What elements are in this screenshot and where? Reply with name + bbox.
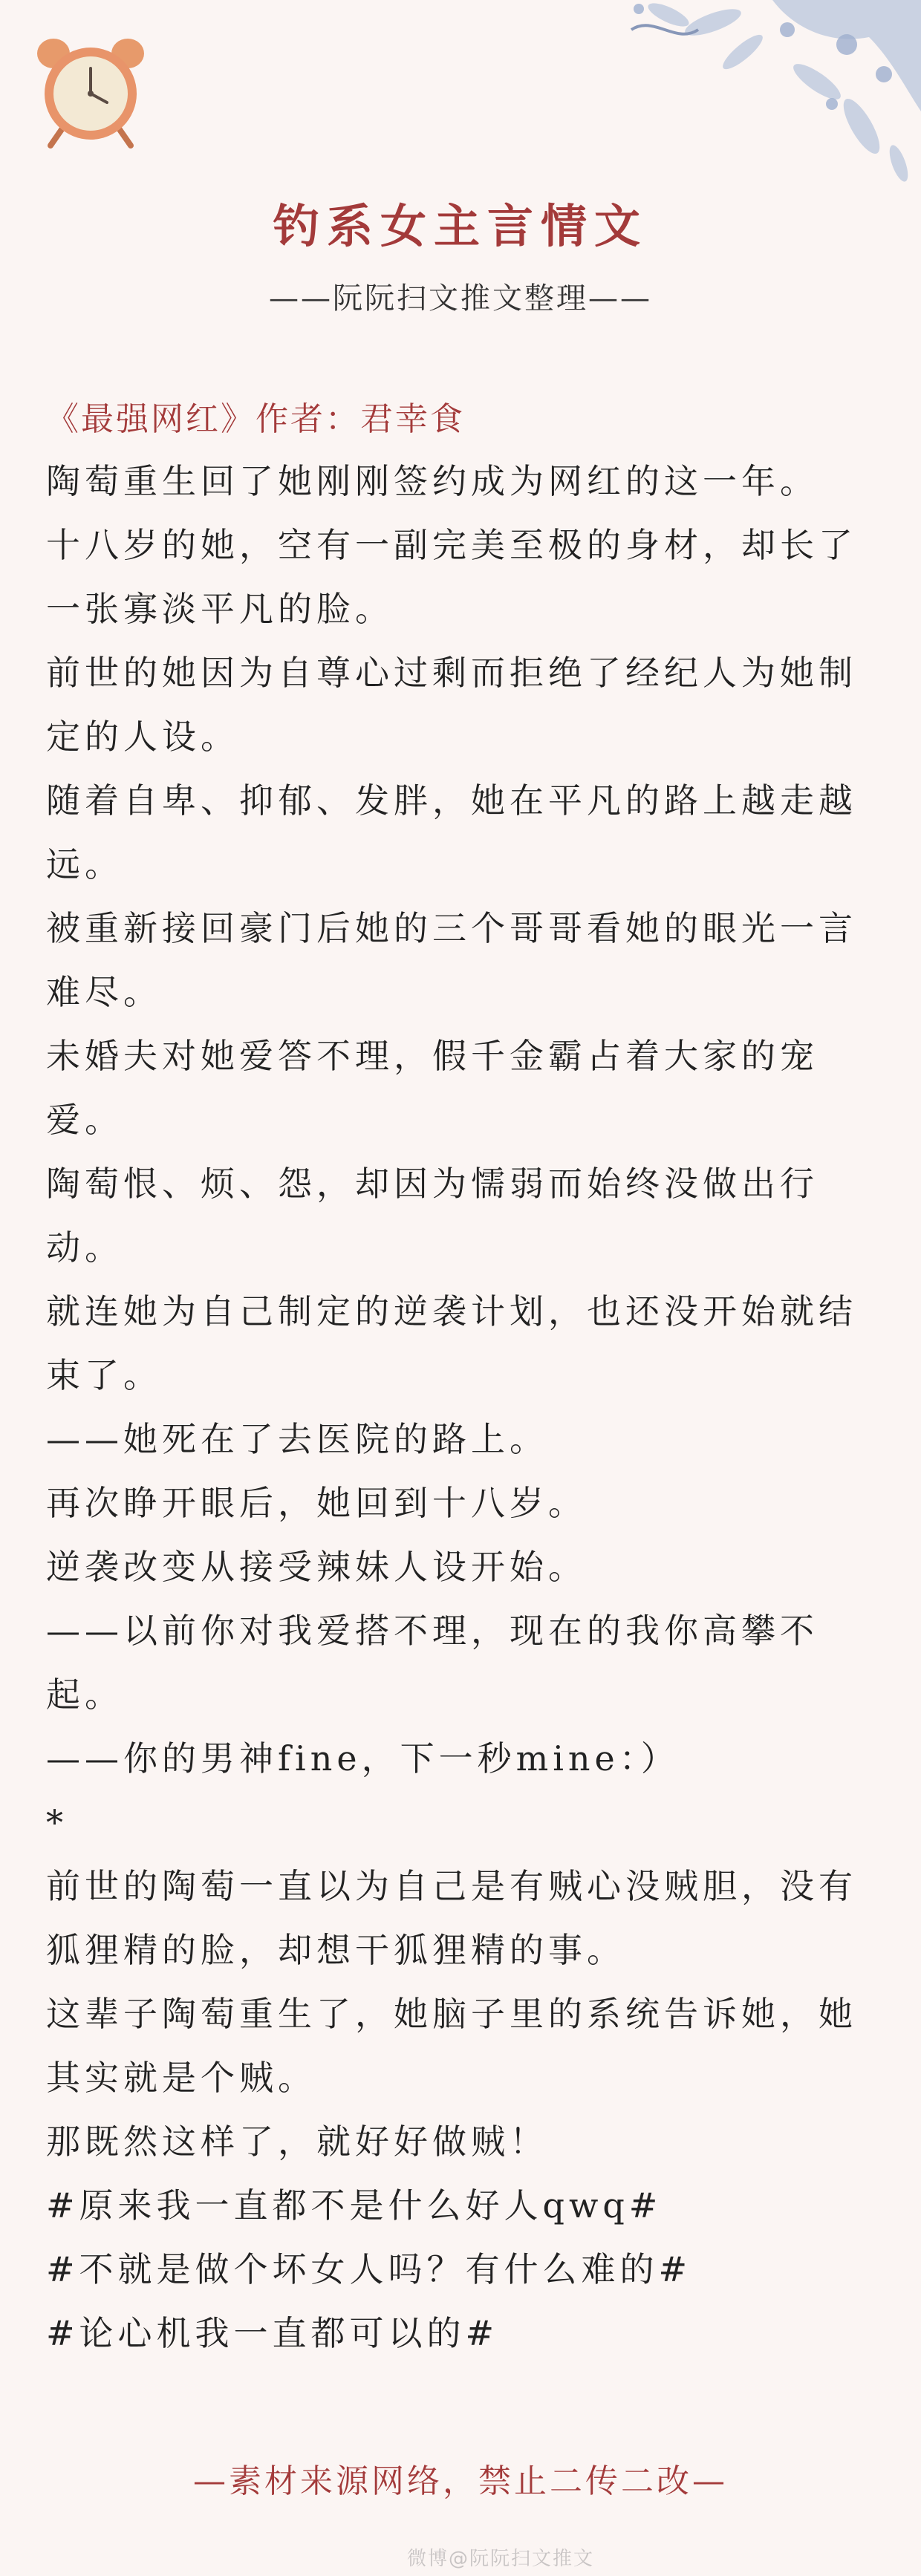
paragraph: ——以前你对我爱搭不理，现在的我你高攀不起。 <box>46 1611 819 1715</box>
paragraph: 那既然这样了，就好好做贼！ <box>46 2122 548 2162</box>
hashtag: #原来我一直都不是什么好人qwq# <box>46 2185 663 2226</box>
paragraph: 再次睁开眼后，她回到十八岁。 <box>46 1483 587 1523</box>
watermark: 微博@阮阮扫文推文 <box>406 2548 594 2570</box>
decorative-foliage <box>550 0 921 186</box>
paragraph: 十八岁的她，空有一副完美至极的身材，却长了一张寡淡平凡的脸。 <box>46 525 857 629</box>
article-body <box>46 390 885 2365</box>
paragraph: 被重新接回豪门后她的三个哥哥看她的眼光一言难尽。 <box>46 908 857 1012</box>
alarm-clock-icon <box>34 31 147 150</box>
paragraph: 就连她为自己制定的逆袭计划，也还没开始就结束了。 <box>46 1291 857 1395</box>
paragraph: 前世的陶萄一直以为自己是有贼心没贼胆，没有狐狸精的脸，却想干狐狸精的事。 <box>46 1866 857 1970</box>
page-title: 钓系女主言情文 <box>273 199 648 253</box>
paragraph: 这辈子陶萄重生了，她脑子里的系统告诉她，她其实就是个贼。 <box>46 1994 857 2098</box>
paragraph: 前世的她因为自尊心过剩而拒绝了经纪人为她制定的人设。 <box>46 653 857 757</box>
paragraph: ——你的男神fine，下一秒mine：） <box>46 1738 680 1778</box>
book-title: 《最强网红》作者：君幸食 <box>46 400 465 438</box>
paragraph: ——她死在了去医院的路上。 <box>46 1419 548 1459</box>
paragraph: 陶萄重生回了她刚刚签约成为网红的这一年。 <box>46 461 819 501</box>
page-subtitle: ——阮阮扫文推文整理—— <box>269 281 652 316</box>
paragraph: 随着自卑、抑郁、发胖，她在平凡的路上越走越远。 <box>46 780 857 884</box>
paragraph: 逆袭改变从接受辣妹人设开始。 <box>46 1547 587 1587</box>
paragraph: 陶萄恨、烦、怨，却因为懦弱而始终没做出行动。 <box>46 1164 819 1268</box>
paragraph: 未婚夫对她爱答不理，假千金霸占着大家的宠爱。 <box>46 1036 819 1140</box>
source-notice: —素材来源网络，禁止二传二改— <box>193 2462 728 2500</box>
paragraph: * <box>46 1802 68 1842</box>
hashtag: #论心机我一直都可以的# <box>46 2313 499 2353</box>
hashtag: #不就是做个坏女人吗？有什么难的# <box>46 2249 692 2289</box>
